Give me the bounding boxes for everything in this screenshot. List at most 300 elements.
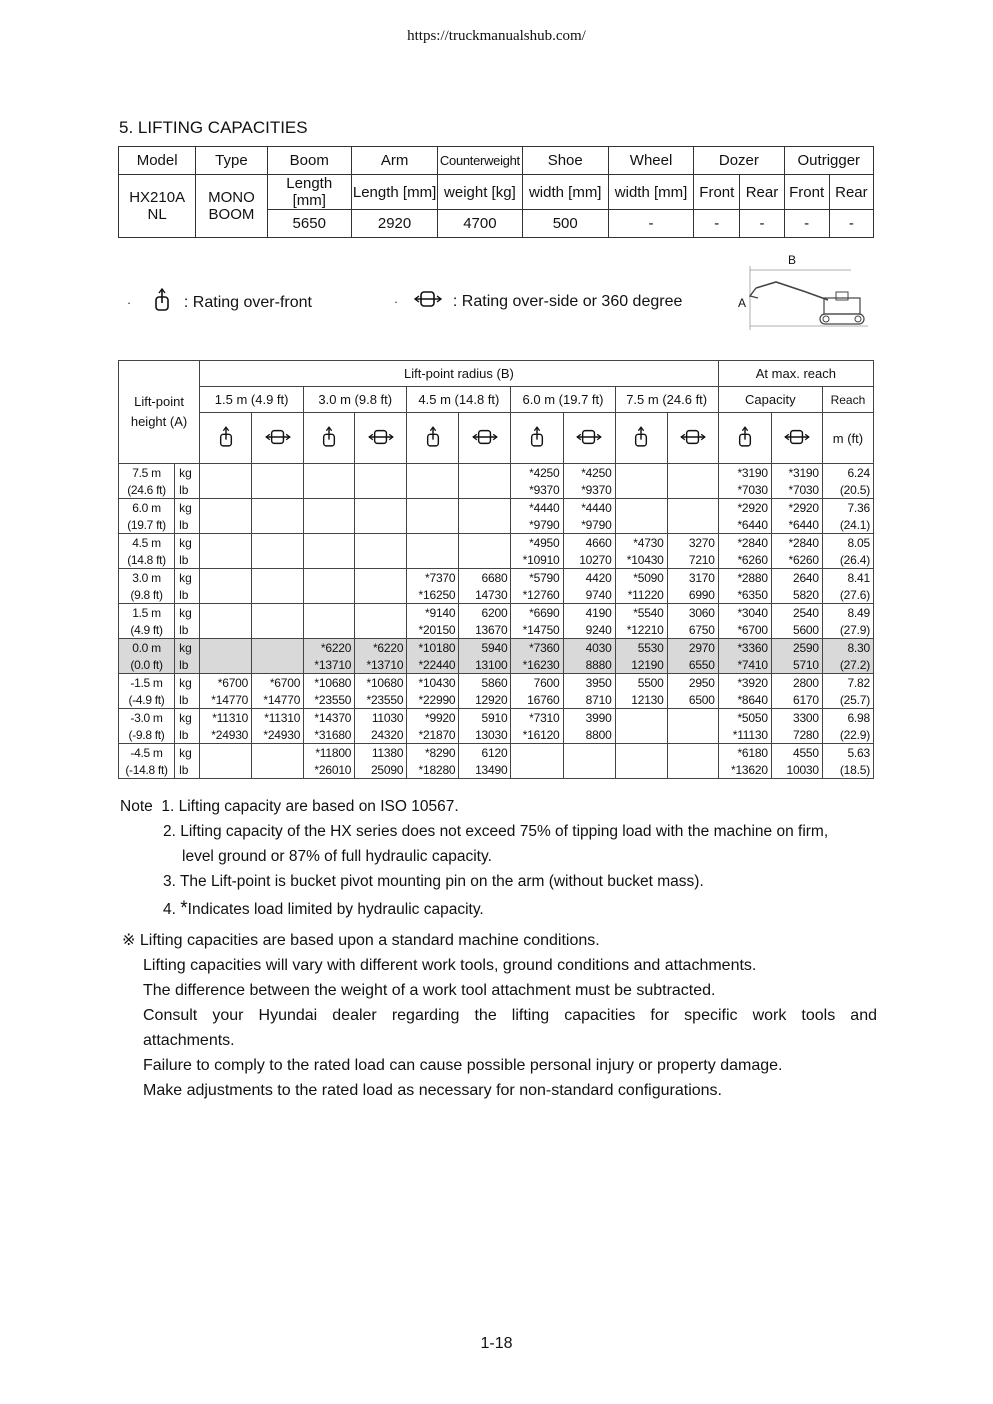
capacity-value xyxy=(304,586,355,604)
capacity-value: 6990 xyxy=(667,586,718,604)
capacity-value: *22440 xyxy=(407,656,459,674)
table-row xyxy=(119,709,874,727)
table-row xyxy=(119,551,874,569)
capacity-value: *5090 xyxy=(615,569,667,587)
caution-line: Lifting capacities are based upon a standard machine conditions. xyxy=(139,932,600,949)
capacity-value: *3920 xyxy=(718,674,771,692)
note-4-star: * xyxy=(180,898,188,919)
capacity-value xyxy=(667,744,718,762)
spec-header-shoe: Shoe xyxy=(522,147,608,175)
capacity-value: *7410 xyxy=(718,656,771,674)
capacity-value: *6440 xyxy=(718,516,771,534)
spec-val: 500 xyxy=(522,210,608,238)
capacity-value: 3270 xyxy=(667,534,718,552)
capacity-value: 6200 xyxy=(459,604,511,622)
spec-val: 2920 xyxy=(351,210,437,238)
capacity-value xyxy=(563,744,615,762)
capacity-value xyxy=(200,586,252,604)
reach-value: (27.9) xyxy=(822,621,873,639)
capacity-value: 2970 xyxy=(667,639,718,657)
spec-val: - xyxy=(694,210,740,238)
unit-label: lb xyxy=(175,516,200,534)
capacity-value xyxy=(563,761,615,779)
capacity-value: *9370 xyxy=(563,481,615,499)
capacity-value: *16230 xyxy=(511,656,563,674)
capacity-value: 6170 xyxy=(771,691,822,709)
capacity-value: *31680 xyxy=(304,726,355,744)
capacity-value: *10180 xyxy=(407,639,459,657)
capacity-value xyxy=(200,639,252,657)
capacity-value: *9790 xyxy=(563,516,615,534)
capacity-value xyxy=(355,499,407,517)
capacity-value xyxy=(355,569,407,587)
table-row xyxy=(119,639,874,657)
capacity-value: *5790 xyxy=(511,569,563,587)
capacity-value: *9370 xyxy=(511,481,563,499)
label-a: A xyxy=(738,296,747,310)
capacity-value: 5530 xyxy=(615,639,667,657)
capacity-value xyxy=(407,481,459,499)
capacity-value xyxy=(304,499,355,517)
capacity-value: 6680 xyxy=(459,569,511,587)
capacity-value xyxy=(304,604,355,622)
unit-label: kg xyxy=(175,464,200,482)
capacity-value xyxy=(615,499,667,517)
note-1: 1. Lifting capacity are based on ISO 10567. xyxy=(161,798,459,815)
unit-label: lb xyxy=(175,726,200,744)
spec-header-model: Model xyxy=(119,147,196,175)
legend-front xyxy=(127,288,312,317)
capacity-value: 5600 xyxy=(771,621,822,639)
caution-line: Make adjustments to the rated load as necessary for non-standard configurations. xyxy=(143,1082,722,1099)
capacity-value xyxy=(252,621,304,639)
rating-front-icon xyxy=(511,413,563,464)
capacity-value xyxy=(304,551,355,569)
note-2a: 2. Lifting capacity of the HX series does not exceed 75% of tipping load with the machine on firm, xyxy=(163,823,829,840)
spec-header-type: Type xyxy=(196,147,267,175)
excavator-diagram xyxy=(736,252,872,334)
lift-height: 3.0 m xyxy=(119,569,175,587)
lift-height: (14.8 ft) xyxy=(119,551,175,569)
spec-sub: Rear xyxy=(740,175,784,210)
capacity-value: *11220 xyxy=(615,586,667,604)
radius-header: 3.0 m (9.8 ft) xyxy=(304,387,407,413)
capacity-value: *14750 xyxy=(511,621,563,639)
capacity-value xyxy=(200,621,252,639)
spec-type: MONO BOOM xyxy=(196,175,267,238)
label-b: B xyxy=(788,253,797,267)
capacity-value xyxy=(200,534,252,552)
spec-sub: Length [mm] xyxy=(351,175,437,210)
capacity-value xyxy=(355,604,407,622)
capacity-value xyxy=(407,551,459,569)
reach-value: 7.36 xyxy=(822,499,873,517)
capacity-value: *9920 xyxy=(407,709,459,727)
rating-front-icon xyxy=(200,413,252,464)
table-row xyxy=(119,464,874,482)
header-url: https://truckmanualshub.com/ xyxy=(407,28,586,44)
capacity-value: 2950 xyxy=(667,674,718,692)
capacity-value: 4190 xyxy=(563,604,615,622)
capacity-value: *23550 xyxy=(355,691,407,709)
capacity-value xyxy=(304,516,355,534)
capacity-value: *13710 xyxy=(355,656,407,674)
capacity-value xyxy=(355,534,407,552)
lift-capacity-table xyxy=(118,360,874,779)
capacity-value xyxy=(459,464,511,482)
capacity-value: 11380 xyxy=(355,744,407,762)
capacity-value xyxy=(200,656,252,674)
caution-line: Lifting capacities will vary with different work tools, ground conditions and attachments. xyxy=(143,957,757,974)
capacity-value xyxy=(615,761,667,779)
capacity-value: *2920 xyxy=(718,499,771,517)
capacity-value: *6220 xyxy=(355,639,407,657)
capacity-value: 13490 xyxy=(459,761,511,779)
capacity-value: *24930 xyxy=(200,726,252,744)
capacity-value xyxy=(459,534,511,552)
lift-height: (-4.9 ft) xyxy=(119,691,175,709)
reach-value: 8.05 xyxy=(822,534,873,552)
capacity-value xyxy=(615,709,667,727)
capacity-value: *18280 xyxy=(407,761,459,779)
spec-model: HX210A NL xyxy=(119,175,196,238)
capacity-value: *22990 xyxy=(407,691,459,709)
capacity-value: *8640 xyxy=(718,691,771,709)
capacity-value xyxy=(304,621,355,639)
capacity-value xyxy=(667,761,718,779)
capacity-value xyxy=(615,481,667,499)
unit-label: lb xyxy=(175,621,200,639)
capacity-value: 9740 xyxy=(563,586,615,604)
lift-height: 7.5 m xyxy=(119,464,175,482)
capacity-value: 4420 xyxy=(563,569,615,587)
spec-header-outrigger: Outrigger xyxy=(784,147,873,175)
capacity-value: 5910 xyxy=(459,709,511,727)
capacity-value: *23550 xyxy=(304,691,355,709)
page-number: 1-18 xyxy=(480,1335,513,1352)
caution-line: attachments. xyxy=(143,1032,235,1049)
unit-label: kg xyxy=(175,639,200,657)
capacity-value xyxy=(200,744,252,762)
capacity-value: *16250 xyxy=(407,586,459,604)
capacity-value: *10910 xyxy=(511,551,563,569)
table-row xyxy=(119,499,874,517)
capacity-value: *7360 xyxy=(511,639,563,657)
capacity-value: 12920 xyxy=(459,691,511,709)
capacity-value: *4440 xyxy=(563,499,615,517)
capacity-value xyxy=(355,551,407,569)
reach-value: 6.98 xyxy=(822,709,873,727)
spec-sub: Front xyxy=(784,175,829,210)
spec-sub: Rear xyxy=(829,175,873,210)
capacity-value: *4440 xyxy=(511,499,563,517)
spec-header-wheel: Wheel xyxy=(608,147,693,175)
capacity-value: *11800 xyxy=(304,744,355,762)
unit-label: kg xyxy=(175,569,200,587)
capacity-value xyxy=(252,656,304,674)
reach-value: (20.5) xyxy=(822,481,873,499)
capacity-value: *6260 xyxy=(718,551,771,569)
capacity-value: *3040 xyxy=(718,604,771,622)
capacity-value: 12190 xyxy=(615,656,667,674)
capacity-value: *3190 xyxy=(771,464,822,482)
capacity-value: 5500 xyxy=(615,674,667,692)
capacity-value: 25090 xyxy=(355,761,407,779)
caution-line: The difference between the weight of a work tool attachment must be subtracted. xyxy=(143,982,716,999)
spec-val: - xyxy=(740,210,784,238)
capacity-value: 4550 xyxy=(771,744,822,762)
capacity-value: *12760 xyxy=(511,586,563,604)
capacity-value: *20150 xyxy=(407,621,459,639)
rating-front-icon xyxy=(718,413,771,464)
capacity-value xyxy=(200,481,252,499)
reach-value: (27.6) xyxy=(822,586,873,604)
spec-val: - xyxy=(784,210,829,238)
capacity-value: 6500 xyxy=(667,691,718,709)
table-row xyxy=(119,534,874,552)
capacity-value: 8800 xyxy=(563,726,615,744)
reach-value: (26.4) xyxy=(822,551,873,569)
capacity-value: *10680 xyxy=(304,674,355,692)
caution-line: Consult your Hyundai dealer regarding the lifting capacities for specific work tools and xyxy=(143,1007,877,1024)
caution-mark: ※ xyxy=(122,932,136,949)
rating-front-icon xyxy=(407,413,459,464)
capacity-value: *2840 xyxy=(718,534,771,552)
reach-unit: m (ft) xyxy=(822,413,873,464)
capacity-value: *10430 xyxy=(615,551,667,569)
capacity-value: 13670 xyxy=(459,621,511,639)
capacity-value: 12130 xyxy=(615,691,667,709)
capacity-value: *6440 xyxy=(771,516,822,534)
rating-front-icon xyxy=(304,413,355,464)
reach-value: 7.82 xyxy=(822,674,873,692)
spec-val: - xyxy=(829,210,873,238)
capacity-value xyxy=(459,481,511,499)
lift-height: 4.5 m xyxy=(119,534,175,552)
capacity-value xyxy=(615,516,667,534)
reach-value: 8.49 xyxy=(822,604,873,622)
unit-label: lb xyxy=(175,586,200,604)
spec-sub: width [mm] xyxy=(608,175,693,210)
capacity-value xyxy=(252,761,304,779)
capacity-value: 10270 xyxy=(563,551,615,569)
unit-label: lb xyxy=(175,481,200,499)
capacity-value: *7030 xyxy=(771,481,822,499)
notes xyxy=(120,794,880,922)
capacity-value xyxy=(667,516,718,534)
reach-value: (27.2) xyxy=(822,656,873,674)
spec-sub: Front xyxy=(694,175,740,210)
capacity-value: 4030 xyxy=(563,639,615,657)
radius-header: 7.5 m (24.6 ft) xyxy=(615,387,718,413)
capacity-value: *4730 xyxy=(615,534,667,552)
capacity-value xyxy=(667,499,718,517)
capacity-value xyxy=(667,481,718,499)
capacity-value xyxy=(304,464,355,482)
capacity-value: 13030 xyxy=(459,726,511,744)
capacity-value xyxy=(252,551,304,569)
lift-point-height-header: Lift-point height (A) xyxy=(130,394,188,429)
capacity-value: 7280 xyxy=(771,726,822,744)
table-row xyxy=(119,744,874,762)
capacity-value xyxy=(615,744,667,762)
capacity-value: *6260 xyxy=(771,551,822,569)
capacity-value: *2880 xyxy=(718,569,771,587)
reach-header: Reach xyxy=(822,387,873,413)
caution-line: Failure to comply to the rated load can cause possible personal injury or property damage. xyxy=(143,1057,783,1074)
capacity-value: *16120 xyxy=(511,726,563,744)
capacity-value xyxy=(252,464,304,482)
lift-height: -4.5 m xyxy=(119,744,175,762)
capacity-value: *8290 xyxy=(407,744,459,762)
rating-side-icon xyxy=(563,413,615,464)
note-prefix: Note xyxy=(120,798,153,815)
reach-value: 8.30 xyxy=(822,639,873,657)
capacity-value xyxy=(511,744,563,762)
capacity-value: *9140 xyxy=(407,604,459,622)
unit-label: kg xyxy=(175,709,200,727)
capacity-value: 4660 xyxy=(563,534,615,552)
legend-side-label: : Rating over-side or 360 degree xyxy=(452,292,683,310)
capacity-value xyxy=(355,516,407,534)
table-row xyxy=(119,656,874,674)
lift-height: (-9.8 ft) xyxy=(119,726,175,744)
capacity-value xyxy=(200,604,252,622)
capacity-value xyxy=(667,726,718,744)
unit-label: lb xyxy=(175,656,200,674)
reach-value: (18.5) xyxy=(822,761,873,779)
table-row xyxy=(119,569,874,587)
capacity-value xyxy=(252,639,304,657)
capacity-value xyxy=(407,499,459,517)
capacity-value: 11030 xyxy=(355,709,407,727)
rating-front-icon xyxy=(615,413,667,464)
capacity-value: 16760 xyxy=(511,691,563,709)
bullet: · xyxy=(394,294,398,309)
capacity-value: *14770 xyxy=(252,691,304,709)
note-3: 3. The Lift-point is bucket pivot mounting pin on the arm (without bucket mass). xyxy=(163,873,704,890)
capacity-value xyxy=(667,464,718,482)
reach-value: 5.63 xyxy=(822,744,873,762)
spec-sub: weight [kg] xyxy=(438,175,522,210)
lift-height: (9.8 ft) xyxy=(119,586,175,604)
capacity-value xyxy=(407,534,459,552)
table-row xyxy=(119,691,874,709)
spec-table xyxy=(118,146,874,238)
spec-header-boom: Boom xyxy=(267,147,351,175)
capacity-value xyxy=(252,499,304,517)
capacity-value xyxy=(355,464,407,482)
capacity-value: 5940 xyxy=(459,639,511,657)
capacity-value: *9790 xyxy=(511,516,563,534)
capacity-value: *24930 xyxy=(252,726,304,744)
rating-side-icon xyxy=(355,413,407,464)
capacity-value: 8710 xyxy=(563,691,615,709)
capacity-value: 6750 xyxy=(667,621,718,639)
capacity-value xyxy=(407,464,459,482)
capacity-value: *2920 xyxy=(771,499,822,517)
lift-height: (-14.8 ft) xyxy=(119,761,175,779)
capacity-value: *7370 xyxy=(407,569,459,587)
spec-header-arm: Arm xyxy=(351,147,437,175)
capacity-value: *13710 xyxy=(304,656,355,674)
capacity-value xyxy=(200,464,252,482)
capacity-value: *6180 xyxy=(718,744,771,762)
capacity-value: *11310 xyxy=(252,709,304,727)
capacity-value: *6700 xyxy=(252,674,304,692)
spec-sub: width [mm] xyxy=(522,175,608,210)
lift-height: -1.5 m xyxy=(119,674,175,692)
capacity-value xyxy=(304,481,355,499)
capacity-value: 6550 xyxy=(667,656,718,674)
spec-val: 5650 xyxy=(267,210,351,238)
rating-side-icon xyxy=(771,413,822,464)
capacity-value: *4250 xyxy=(563,464,615,482)
capacity-value: 24320 xyxy=(355,726,407,744)
rating-side-icon xyxy=(414,288,442,315)
capacity-value: *6220 xyxy=(304,639,355,657)
capacity-value: 2540 xyxy=(771,604,822,622)
capacity-value: *13620 xyxy=(718,761,771,779)
capacity-value: *11310 xyxy=(200,709,252,727)
spec-header-counterweight: Counterweight xyxy=(438,147,522,175)
spec-sub: Length [mm] xyxy=(267,175,351,210)
table-row xyxy=(119,516,874,534)
capacity-value xyxy=(459,551,511,569)
capacity-value xyxy=(355,586,407,604)
lift-height: 0.0 m xyxy=(119,639,175,657)
reach-value: (22.9) xyxy=(822,726,873,744)
spec-val: 4700 xyxy=(438,210,522,238)
capacity-value xyxy=(355,481,407,499)
capacity-value xyxy=(355,621,407,639)
capacity-value xyxy=(304,534,355,552)
legend-side xyxy=(394,288,682,315)
radius-header: 1.5 m (4.9 ft) xyxy=(200,387,304,413)
note-4-number: 4. xyxy=(163,901,181,918)
capacity-value xyxy=(200,569,252,587)
capacity-value: 3060 xyxy=(667,604,718,622)
capacity-value: *6700 xyxy=(200,674,252,692)
reach-value: 6.24 xyxy=(822,464,873,482)
lift-height: -3.0 m xyxy=(119,709,175,727)
note-2b: level ground or 87% of full hydraulic capacity. xyxy=(182,848,492,865)
rating-side-icon xyxy=(459,413,511,464)
table-row xyxy=(119,726,874,744)
table-row xyxy=(119,604,874,622)
capacity-value xyxy=(252,569,304,587)
capacity-header: Capacity xyxy=(718,387,822,413)
unit-label: kg xyxy=(175,604,200,622)
lift-height: 6.0 m xyxy=(119,499,175,517)
capacity-value: *4250 xyxy=(511,464,563,482)
capacity-value: *21870 xyxy=(407,726,459,744)
table-row xyxy=(119,621,874,639)
capacity-value: *7030 xyxy=(718,481,771,499)
capacity-value: 6120 xyxy=(459,744,511,762)
capacity-value: *5050 xyxy=(718,709,771,727)
rating-front-icon xyxy=(153,288,171,317)
reach-value: (24.1) xyxy=(822,516,873,534)
table-row xyxy=(119,761,874,779)
capacity-value xyxy=(252,516,304,534)
capacity-value: *6690 xyxy=(511,604,563,622)
spec-header-dozer: Dozer xyxy=(694,147,784,175)
capacity-value: *14770 xyxy=(200,691,252,709)
capacity-value: *3190 xyxy=(718,464,771,482)
capacity-value: *14370 xyxy=(304,709,355,727)
capacity-value: *26010 xyxy=(304,761,355,779)
